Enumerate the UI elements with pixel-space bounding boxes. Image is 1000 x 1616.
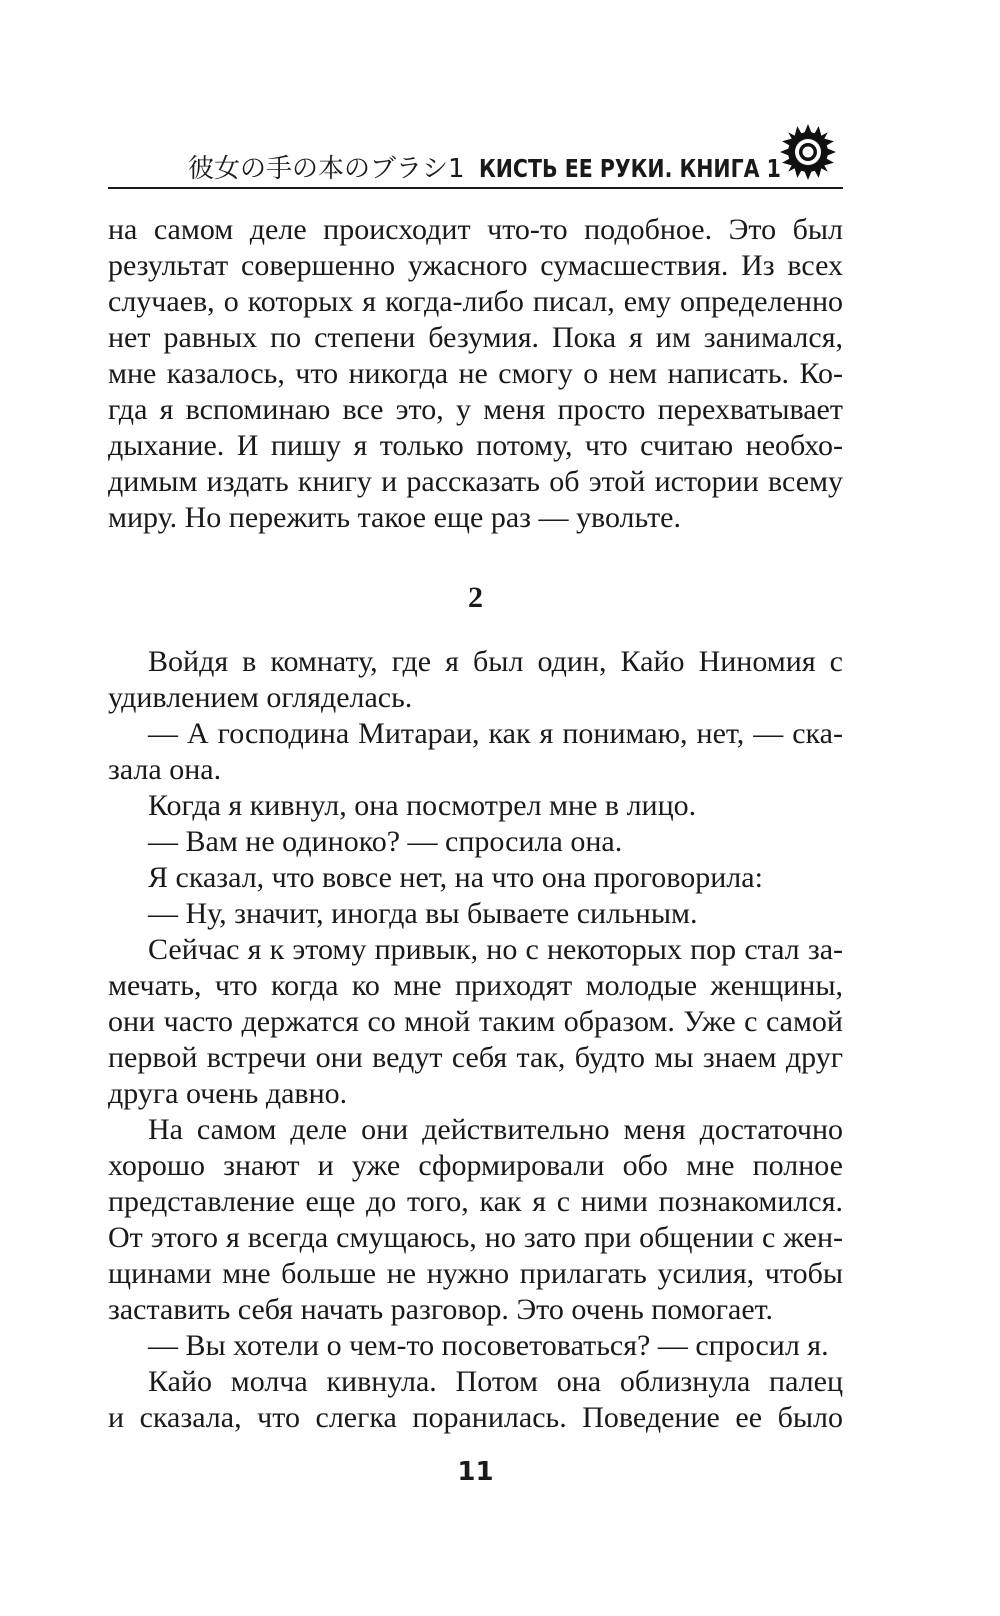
text-line: первой встречи они ведут себя так, будто мы знаем друг — [108, 1041, 843, 1074]
running-header-title — [188, 148, 847, 185]
text-line: на самом деле происходит что-то подобное. Это был — [108, 213, 843, 246]
text-line: миру. Но пережить такое еще раз — увольте. — [108, 501, 681, 534]
text-line: дыхание. И пишу я только потому, что считаю необхо- — [108, 429, 843, 462]
text-line: гда я вспоминаю все это, у меня просто перехватывает — [108, 393, 843, 426]
text-line: От этого я всегда смущаюсь, но зато при общении с жен- — [108, 1221, 843, 1254]
paragraph — [108, 932, 843, 1112]
section-body — [108, 644, 843, 1436]
text-line: Я сказал, что вовсе нет, на что она проговорила: — [148, 861, 763, 894]
text-line: Когда я кивнул, она посмотрел мне в лицо. — [148, 789, 697, 822]
paragraph — [108, 212, 843, 536]
text-line: они часто держатся со мной таким образом. Уже с самой — [108, 1005, 843, 1038]
text-line: нет равных по степени безумия. Пока я им занимался, — [108, 321, 843, 354]
text-line: случаев, о которых я когда-либо писал, ему определенно — [108, 285, 843, 318]
text-line: На самом деле они действительно меня достаточно — [148, 1113, 843, 1146]
opening-paragraph — [108, 212, 843, 536]
text-line: — А господина Митараи, как я понимаю, нет, — ска- — [148, 717, 843, 750]
text-line: представление еще до того, как я с ними познакомился. — [108, 1185, 843, 1218]
paragraph — [108, 1112, 843, 1328]
paragraph — [108, 1364, 843, 1436]
text-line: — Ну, значит, иногда вы бываете сильным. — [148, 897, 698, 930]
text-line: результат совершенно ужасного сумасшествия. Из всех — [108, 249, 843, 282]
text-line: щинами мне больше не нужно прилагать усилия, чтобы — [108, 1257, 843, 1290]
text-line: хорошо знают и уже сформировали обо мне полное — [108, 1149, 843, 1182]
paragraph — [108, 716, 843, 788]
paragraph — [108, 824, 843, 860]
paragraph — [108, 644, 843, 716]
text-line: — Вы хотели о чем-то посоветоваться? — спросил я. — [148, 1329, 829, 1362]
header-rule — [108, 187, 843, 189]
text-line: удивлением огляделась. — [108, 681, 413, 714]
text-line: Войдя в комнату, где я был один, Кайо Ниномия с — [148, 645, 843, 678]
text-line: Кайо молча кивнула. Потом она облизнула палец — [148, 1365, 843, 1398]
text-line: — Вам не одиноко? — спросила она. — [148, 825, 623, 858]
text-line: и сказала, что слегка поранилась. Поведение ее было — [108, 1401, 843, 1434]
sun-gear-logo-icon — [778, 122, 838, 182]
section-number: 2 — [468, 581, 483, 614]
header-title-japanese: 彼女の手の本のブラシ1 — [188, 154, 465, 184]
paragraph — [108, 896, 843, 932]
paragraph — [108, 788, 843, 824]
text-line: Сейчас я к этому привык, но с некоторых пор стал за- — [148, 933, 843, 966]
text-line: заставить себя начать разговор. Это очень помогает. — [108, 1293, 774, 1326]
text-line: мечать, что когда ко мне приходят молодые женщины, — [108, 969, 843, 1002]
text-line: зала она. — [108, 753, 222, 786]
header-title-russian: КИСТЬ ЕЕ РУКИ. КНИГА 1 — [478, 154, 781, 183]
running-header — [108, 138, 843, 188]
paragraph — [108, 1328, 843, 1364]
text-line: мне казалось, что никогда не смогу о нем написать. Ко- — [108, 357, 843, 390]
text-line: друга очень давно. — [108, 1077, 348, 1110]
paragraph — [108, 860, 843, 896]
text-line: димым издать книгу и рассказать об этой истории всему — [108, 465, 843, 498]
page-number: 11 — [457, 1457, 494, 1487]
